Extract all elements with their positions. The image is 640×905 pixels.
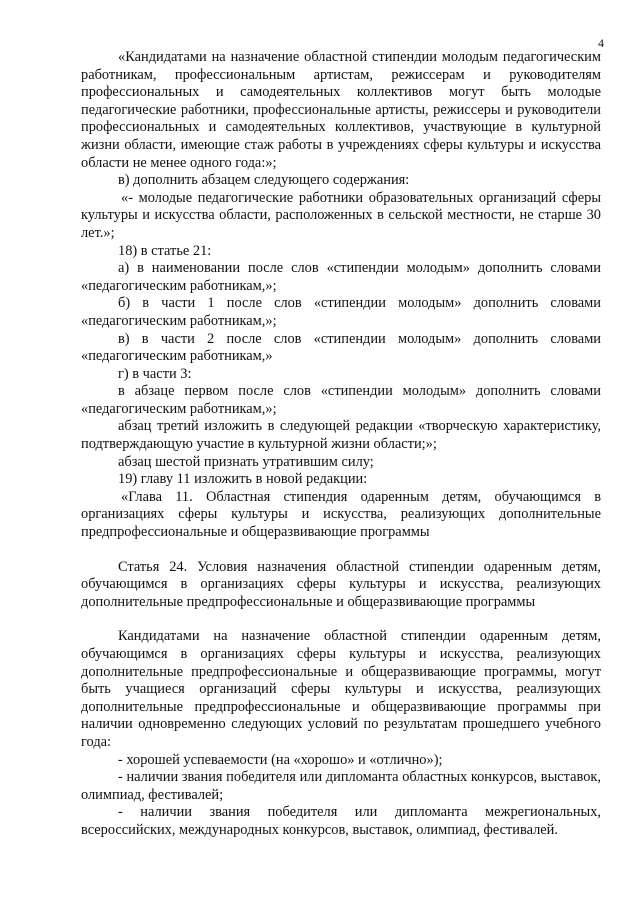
paragraph: б) в части 1 после слов «стипендии молодым» дополнить словами «педагогическим работникам,»; (81, 295, 601, 329)
chapter-heading: «Глава 11. Областная стипендия одаренным детям, обучающимся в организациях сферы культуры и искусства, реализующих дополнительные предпрофессиональные и общеразвивающие программы (81, 488, 601, 541)
document-body (81, 49, 601, 840)
paragraph: в абзаце первом после слов «стипендии молодым» дополнить словами «педагогическим работникам,»; (81, 383, 601, 417)
paragraph: «- молодые педагогические работники образовательных организаций сферы культуры и искусства области, расположенных в сельской местности, не старше 30 лет.»; (81, 189, 601, 241)
paragraph: абзац третий изложить в следующей редакции «творческую характеристику, подтверждающую участие в культурной жизни области;»; (81, 418, 601, 453)
page-number: 4 (598, 36, 604, 50)
paragraph: абзац шестой признать утратившим силу; (118, 453, 374, 470)
paragraph: а) в наименовании после слов «стипендии молодым» дополнить словами «педагогическим работникам,»; (81, 260, 601, 294)
paragraph: «Кандидатами на назначение областной стипендии молодым педагогическим работникам, профессиональным артистам, режиссерам и руководителям профессиональных и самодеятельных коллективов могут быть молодые педагогические работники, профессиональные артисты, режиссеры и руководители профессиональных и самодеятельных коллективов, участвующие в культурной жизни области, имеющие стаж работы в учреждениях сферы культуры и искусства области не менее одного года:»; (81, 49, 601, 171)
article-heading: Статья 24. Условия назначения областной стипендии одаренным детям, обучающимся в организациях сферы культуры и искусства, реализующих дополнительные предпрофессиональные и общеразвивающие программы (81, 558, 601, 610)
paragraph: 18) в статье 21: (118, 242, 212, 259)
paragraph: г) в части 3: (118, 365, 192, 382)
paragraph: Кандидатами на назначение областной стипендии одаренным детям, обучающимся в организациях сферы культуры и искусства, реализующих дополнительные предпрофессиональные и общеразвивающие программы, могут быть учащиеся организаций сферы культуры и искусства, реализующих дополнительные предпрофессиональные и общеразвивающие программы при наличии одновременно следующих условий по результатам прошедшего учебного года: (81, 628, 601, 750)
paragraph: в) дополнить абзацем следующего содержания: (118, 172, 410, 189)
paragraph: 19) главу 11 изложить в новой редакции: (118, 471, 368, 488)
paragraph: в) в части 2 после слов «стипендии молодым» дополнить словами «педагогическим работникам,» (81, 330, 601, 365)
list-item: - хорошей успеваемости (на «хорошо» и «отлично»); (118, 751, 443, 768)
list-item: - наличии звания победителя или дипломанта областных конкурсов, выставок, олимпиад, фестивалей; (81, 769, 601, 803)
list-item: - наличии звания победителя или дипломанта межрегиональных, всероссийских, международных конкурсов, выставок, олимпиад, фестивалей. (81, 804, 601, 838)
